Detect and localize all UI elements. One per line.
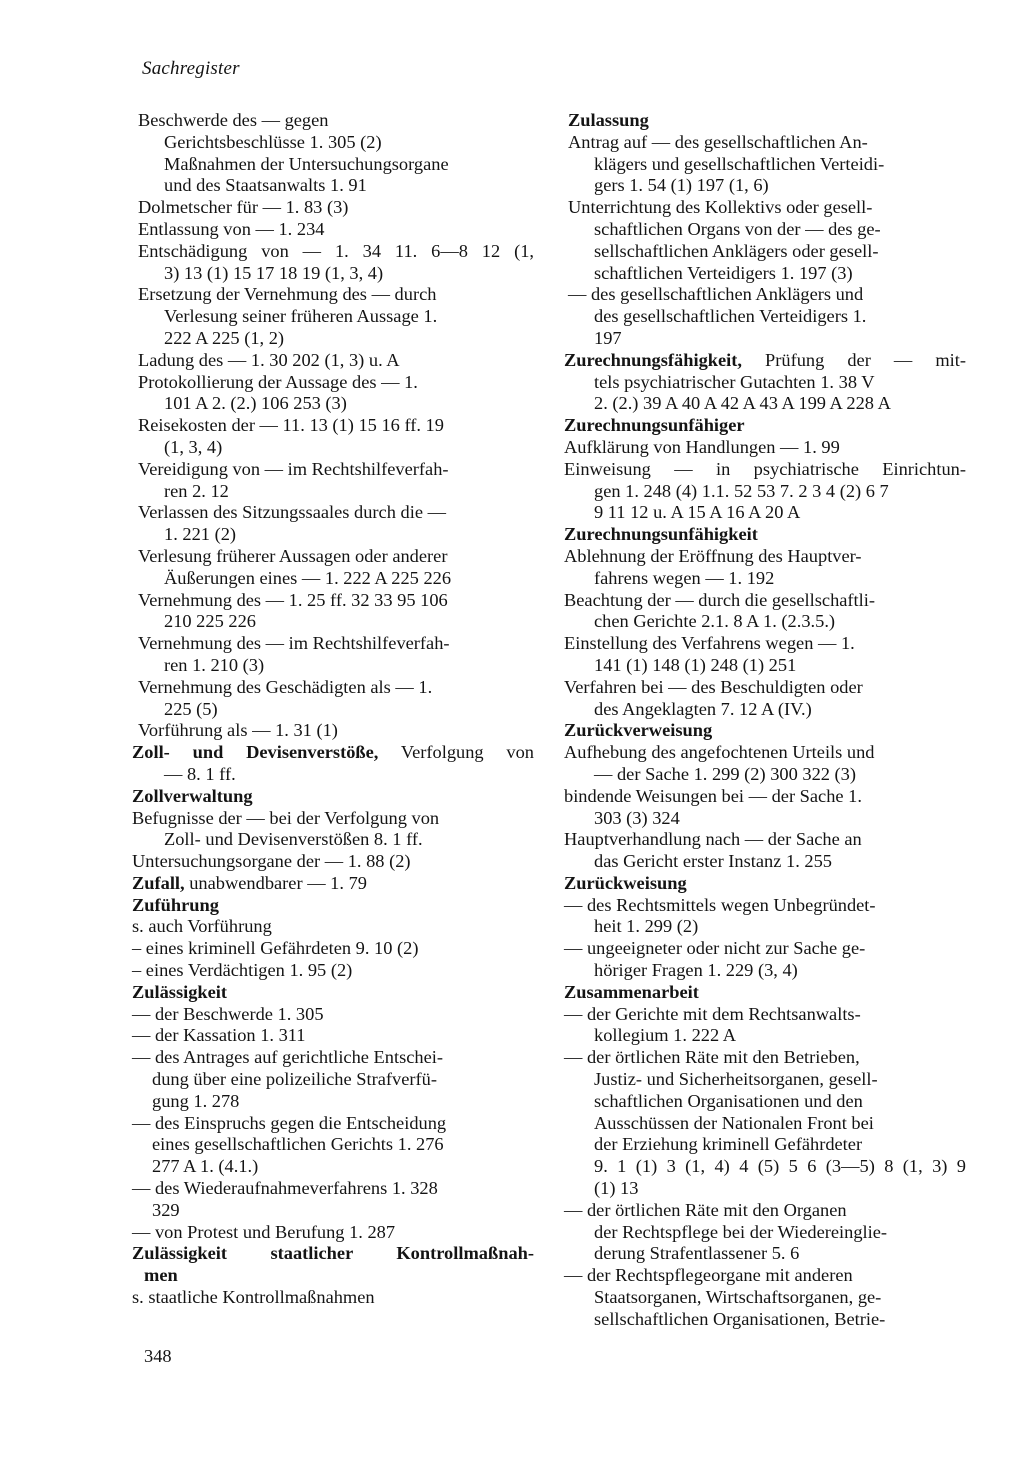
index-line-text: 1. 221 (2) <box>164 524 237 545</box>
index-line <box>132 1287 536 1309</box>
index-line-text: fahrens wegen — 1. 192 <box>594 567 775 588</box>
index-line-text: Untersuchungsorgane der — 1. 88 (2) <box>132 851 411 872</box>
index-line-text: eines gesellschaftlichen Gerichts 1. 276 <box>152 1134 444 1155</box>
index-line-text: 3) 13 (1) 15 17 18 19 (1, 3, 4) <box>164 262 384 283</box>
index-line <box>132 154 536 176</box>
index-line <box>132 1178 536 1200</box>
index-line <box>132 960 536 982</box>
index-line-text: Entlassung von — 1. 234 <box>138 218 325 239</box>
index-line <box>564 110 966 132</box>
index-line <box>132 568 536 590</box>
index-line-text: Beachtung der — durch die gesellschaftli- <box>564 589 875 610</box>
index-line <box>564 284 966 306</box>
index-line-text: Zufall, unabwendbarer — 1. 79 <box>132 872 367 893</box>
index-line <box>132 415 536 437</box>
index-line <box>564 1309 966 1331</box>
index-line <box>132 1113 536 1135</box>
index-line-text <box>132 982 227 1002</box>
index-line <box>132 611 536 633</box>
index-line-text <box>568 110 649 130</box>
index-line <box>132 590 536 612</box>
index-headword: Zulassung <box>568 110 649 130</box>
index-line-text: ren 1. 210 (3) <box>164 654 265 675</box>
index-line-text: (1, 3, 4) <box>164 436 223 457</box>
index-line-text: — ungeeigneter oder nicht zur Sache ge- <box>564 938 866 959</box>
index-line-text <box>132 786 253 806</box>
index-line-text: heit 1. 299 (2) <box>594 916 699 937</box>
index-line <box>564 350 966 372</box>
index-line <box>564 590 966 612</box>
index-line <box>564 372 966 394</box>
index-line-text: 222 A 225 (1, 2) <box>164 327 285 348</box>
index-line-text: Ausschüssen der Nationalen Front bei <box>594 1112 874 1133</box>
index-line <box>132 699 536 721</box>
index-line-text: dung über eine polizeiliche Strafverfü- <box>152 1069 437 1090</box>
index-line-text <box>564 415 745 435</box>
index-line-text: höriger Fragen 1. 229 (3, 4) <box>594 960 798 981</box>
index-line-text: Protokollierung der Aussage des — 1. <box>138 371 418 392</box>
index-line-text: Zoll- und Devisenverstöße, Verfolgung von <box>132 742 534 763</box>
index-line-text: Ablehnung der Eröffnung des Hauptver- <box>564 545 862 566</box>
index-line-text: Entschädigung von — 1. 34 11. 6—8 12 (1, <box>138 240 534 261</box>
index-line-text: derung Strafentlassener 5. 6 <box>594 1243 800 1264</box>
index-line-text: Verlesung früherer Aussagen oder anderer <box>138 545 448 566</box>
index-line-text: — der örtlichen Räte mit den Organen <box>564 1199 847 1220</box>
index-line-text: 9 11 12 u. A 15 A 16 A 20 A <box>594 502 801 523</box>
index-line <box>132 1265 536 1287</box>
index-line <box>132 197 536 219</box>
index-line <box>564 960 966 982</box>
index-line <box>132 481 536 503</box>
index-line <box>564 546 966 568</box>
index-line <box>564 655 966 677</box>
index-line-text: s. staatliche Kontrollmaßnahmen <box>132 1287 375 1308</box>
index-line <box>564 1069 966 1091</box>
index-line-text: der Erziehung kriminell Gefährdeter <box>594 1134 863 1155</box>
index-line-text: Gerichtsbeschlüsse 1. 305 (2) <box>164 131 382 152</box>
index-line <box>564 982 966 1004</box>
index-line <box>564 895 966 917</box>
index-line-text: gers 1. 54 (1) 197 (1, 6) <box>594 175 769 196</box>
index-column-right <box>564 110 966 1331</box>
index-line-text: 141 (1) 148 (1) 248 (1) 251 <box>594 654 797 675</box>
index-line <box>564 1178 966 1200</box>
index-line <box>132 328 536 350</box>
index-line <box>564 524 966 546</box>
index-line-text: — 8. 1 ff. <box>164 763 236 784</box>
index-line <box>132 110 536 132</box>
index-headword: Zulässigkeit staatlicher Kontrollmaßnah- <box>132 1243 534 1264</box>
index-line-text <box>564 873 687 893</box>
index-line <box>564 742 966 764</box>
index-line <box>132 895 536 917</box>
index-line-text: Staatsorganen, Wirtschaftsorganen, ge- <box>594 1287 882 1308</box>
index-line-text: Aufhebung des angefochtenen Urteils und <box>564 742 875 763</box>
index-line <box>132 829 536 851</box>
index-line <box>564 154 966 176</box>
index-line <box>564 1047 966 1069</box>
index-line-text: Aufklärung von Handlungen — 1. 99 <box>564 436 840 457</box>
index-line <box>132 1156 536 1178</box>
index-line <box>132 393 536 415</box>
index-line-text: Antrag auf — des gesellschaftlichen An- <box>568 131 868 152</box>
index-line-text: — der örtlichen Räte mit den Betrieben, <box>564 1047 860 1068</box>
index-line <box>132 1004 536 1026</box>
index-line-text: Einstellung des Verfahrens wegen — 1. <box>564 633 855 654</box>
index-line-text: Verlesung seiner früheren Aussage 1. <box>164 306 438 327</box>
index-line <box>132 1047 536 1069</box>
index-line <box>132 219 536 241</box>
index-line <box>132 633 536 655</box>
index-line-text: — von Protest und Berufung 1. 287 <box>132 1221 396 1242</box>
index-line-text <box>144 1265 178 1285</box>
index-line <box>564 241 966 263</box>
index-headword: Zoll- und Devisenverstöße, <box>132 742 379 763</box>
index-line-text: 210 225 226 <box>164 611 256 632</box>
index-line-text: — der Sache 1. 299 (2) 300 322 (3) <box>594 763 857 784</box>
index-line-text: das Gericht erster Instanz 1. 255 <box>594 851 832 872</box>
index-line <box>132 851 536 873</box>
index-line-text: Zurechnungsfähigkeit, Prüfung der — mit- <box>564 349 966 370</box>
index-line <box>564 437 966 459</box>
index-line <box>564 916 966 938</box>
index-headword: Zulässigkeit <box>132 981 228 1002</box>
index-line-text: schaftlichen Organs von der — des ge- <box>594 218 881 239</box>
index-line <box>132 1222 536 1244</box>
index-line <box>132 786 536 808</box>
index-headword: Zufall, <box>132 872 185 893</box>
index-line <box>564 306 966 328</box>
index-line <box>564 328 966 350</box>
index-line <box>564 1113 966 1135</box>
index-headword: Zurechnungsunfähiger <box>564 415 745 436</box>
index-line-text: Ladung des — 1. 30 202 (1, 3) u. A <box>138 349 400 370</box>
index-line <box>564 1243 966 1265</box>
index-line <box>132 982 536 1004</box>
index-line <box>564 393 966 415</box>
index-line-text: gung 1. 278 <box>152 1090 240 1111</box>
index-line <box>132 1069 536 1091</box>
index-line <box>132 1200 536 1222</box>
index-line <box>564 829 966 851</box>
index-line-text: tels psychiatrischer Gutachten 1. 38 V <box>594 371 875 392</box>
index-line-text: Justiz- und Sicherheitsorganen, gesell- <box>594 1069 878 1090</box>
index-line-text: Vernehmung des — im Rechtshilfeverfah- <box>138 633 450 654</box>
index-line <box>564 1004 966 1026</box>
index-line <box>564 1156 966 1178</box>
index-line-text: (1) 13 <box>594 1178 639 1199</box>
index-line-text: 225 (5) <box>164 698 218 719</box>
index-line-text: Reisekosten der — 11. 13 (1) 15 16 ff. 19 <box>138 415 444 436</box>
index-line <box>564 1091 966 1113</box>
index-line <box>564 1134 966 1156</box>
index-line <box>132 372 536 394</box>
index-column-left <box>132 110 536 1309</box>
index-line-text: – eines kriminell Gefährdeten 9. 10 (2) <box>132 938 419 959</box>
index-line <box>132 284 536 306</box>
index-line-text: Maßnahmen der Untersuchungsorgane <box>164 153 449 174</box>
index-line <box>564 677 966 699</box>
index-line <box>564 633 966 655</box>
index-line <box>132 132 536 154</box>
index-line <box>564 481 966 503</box>
index-line <box>132 350 536 372</box>
index-line <box>564 1265 966 1287</box>
index-line <box>132 175 536 197</box>
index-line <box>132 306 536 328</box>
index-line-text: sellschaftlichen Anklägers oder gesell- <box>594 240 879 261</box>
index-line-text: 9. 1 (1) 3 (1, 4) 4 (5) 5 6 (3—5) 8 (1, 3) 9 <box>594 1156 966 1177</box>
index-line-text: des Angeklagten 7. 12 A (IV.) <box>594 698 812 719</box>
index-line <box>132 677 536 699</box>
index-line-text: Hauptverhandlung nach — der Sache an <box>564 829 862 850</box>
index-headword: Zurückweisung <box>564 872 687 893</box>
index-line <box>564 502 966 524</box>
index-line <box>132 437 536 459</box>
index-line <box>564 415 966 437</box>
index-line-text: der Rechtspflege bei der Wiedereinglie- <box>594 1221 888 1242</box>
index-line-text: gen 1. 248 (4) 1.1. 52 53 7. 2 3 4 (2) 6 7 <box>594 480 889 501</box>
index-line-text: 101 A 2. (2.) 106 253 (3) <box>164 393 347 414</box>
index-line <box>132 1134 536 1156</box>
index-line-text: Vorführung als — 1. 31 (1) <box>138 720 338 741</box>
index-line <box>132 502 536 524</box>
index-line <box>564 1287 966 1309</box>
index-line-text: 329 <box>152 1199 180 1220</box>
index-line <box>132 1091 536 1113</box>
index-line <box>132 524 536 546</box>
index-line <box>564 720 966 742</box>
index-line <box>564 786 966 808</box>
index-line <box>564 263 966 285</box>
index-line-text: 197 <box>594 327 622 348</box>
index-line-text: 303 (3) 324 <box>594 807 680 828</box>
index-headword: Zollverwaltung <box>132 785 253 806</box>
index-line <box>132 808 536 830</box>
index-line <box>564 699 966 721</box>
index-line-text: s. auch Vorführung <box>132 916 272 937</box>
index-line <box>564 938 966 960</box>
index-line-text: Vereidigung von — im Rechtshilfeverfah- <box>138 458 449 479</box>
index-line <box>132 764 536 786</box>
index-line-text: bindende Weisungen bei — der Sache 1. <box>564 785 862 806</box>
index-line <box>564 1025 966 1047</box>
index-line-text: Einweisung — in psychiatrische Einrichtun- <box>564 458 966 479</box>
index-line-text: — des Antrages auf gerichtliche Entschei- <box>132 1047 443 1068</box>
index-line-text: Vernehmung des — 1. 25 ff. 32 33 95 106 <box>138 589 448 610</box>
index-line-text: Ersetzung der Vernehmung des — durch <box>138 284 437 305</box>
index-line <box>564 851 966 873</box>
index-line <box>132 546 536 568</box>
index-line-text: – eines Verdächtigen 1. 95 (2) <box>132 960 353 981</box>
index-line-text <box>564 720 712 740</box>
index-line-text: Verfahren bei — des Beschuldigten oder <box>564 676 863 697</box>
index-line <box>564 132 966 154</box>
index-line <box>132 873 536 895</box>
index-line <box>132 459 536 481</box>
index-line-text: 2. (2.) 39 A 40 A 42 A 43 A 199 A 228 A <box>594 393 891 414</box>
index-line-text: klägers und gesellschaftlichen Verteidi- <box>594 153 885 174</box>
index-line <box>132 1243 536 1265</box>
index-line <box>564 808 966 830</box>
index-line-text: Äußerungen eines — 1. 222 A 225 226 <box>164 567 452 588</box>
index-line <box>132 742 536 764</box>
index-line-text: Vernehmung des Geschädigten als — 1. <box>138 676 433 697</box>
index-line <box>132 241 536 263</box>
index-headword: Zuführung <box>132 894 219 915</box>
index-line-text: — des Einspruchs gegen die Entscheidung <box>132 1112 447 1133</box>
index-line-text: Unterrichtung des Kollektivs oder gesell- <box>568 197 873 218</box>
index-line-text: Beschwerde des — gegen <box>138 110 329 130</box>
index-line-text: und des Staatsanwalts 1. 91 <box>164 175 367 196</box>
index-line-text: chen Gerichte 2.1. 8 A 1. (2.3.5.) <box>594 611 836 632</box>
index-headword: Zurechnungsunfähigkeit <box>564 524 758 545</box>
index-headword: Zurückverweisung <box>564 720 713 741</box>
index-line-text: kollegium 1. 222 A <box>594 1025 737 1046</box>
index-line <box>564 175 966 197</box>
index-line <box>132 1025 536 1047</box>
index-line-text: Dolmetscher für — 1. 83 (3) <box>138 197 349 218</box>
index-line-text: — der Rechtspflegeorgane mit anderen <box>564 1265 853 1286</box>
index-line-text <box>132 895 219 915</box>
index-line-text: — der Kassation 1. 311 <box>132 1025 306 1046</box>
index-line-text <box>132 1243 534 1263</box>
index-line <box>564 1200 966 1222</box>
index-line <box>564 219 966 241</box>
index-line <box>564 459 966 481</box>
index-headword: Zusammenarbeit <box>564 981 699 1002</box>
index-line <box>564 197 966 219</box>
index-line <box>132 263 536 285</box>
index-line-text: schaftlichen Verteidigers 1. 197 (3) <box>594 262 853 283</box>
index-line <box>564 611 966 633</box>
index-line-text: schaftlichen Organisationen und den <box>594 1090 863 1111</box>
index-line <box>564 568 966 590</box>
index-line <box>564 764 966 786</box>
index-line <box>132 938 536 960</box>
index-line-text: — des Rechtsmittels wegen Unbegründet- <box>564 894 876 915</box>
running-header: Sachregister <box>142 58 240 79</box>
index-line-text <box>564 982 699 1002</box>
index-line-text: sellschaftlichen Organisationen, Betrie- <box>594 1308 886 1329</box>
index-line-text: ren 2. 12 <box>164 480 229 501</box>
index-line-text: — des gesellschaftlichen Anklägers und <box>568 284 864 305</box>
index-line-text: des gesellschaftlichen Verteidigers 1. <box>594 306 867 327</box>
index-line <box>132 655 536 677</box>
index-line <box>132 916 536 938</box>
index-line-text: — der Gerichte mit dem Rechtsanwalts- <box>564 1003 861 1024</box>
index-line-text <box>564 524 758 544</box>
index-line-text: — der Beschwerde 1. 305 <box>132 1003 324 1024</box>
page-number: 348 <box>144 1346 172 1366</box>
index-line-text: Zoll- und Devisenverstößen 8. 1 ff. <box>164 829 423 850</box>
index-line-text: Verlassen des Sitzungssaales durch die — <box>138 502 446 523</box>
index-line <box>564 873 966 895</box>
index-line-text: — des Wiederaufnahmeverfahrens 1. 328 <box>132 1178 438 1199</box>
index-line-text: 277 A 1. (4.1.) <box>152 1156 259 1177</box>
index-line-text: Befugnisse der — bei der Verfolgung von <box>132 807 440 828</box>
index-line <box>132 720 536 742</box>
index-line <box>564 1222 966 1244</box>
index-headword: men <box>144 1265 178 1286</box>
index-headword: Zurechnungsfähigkeit, <box>564 349 742 370</box>
